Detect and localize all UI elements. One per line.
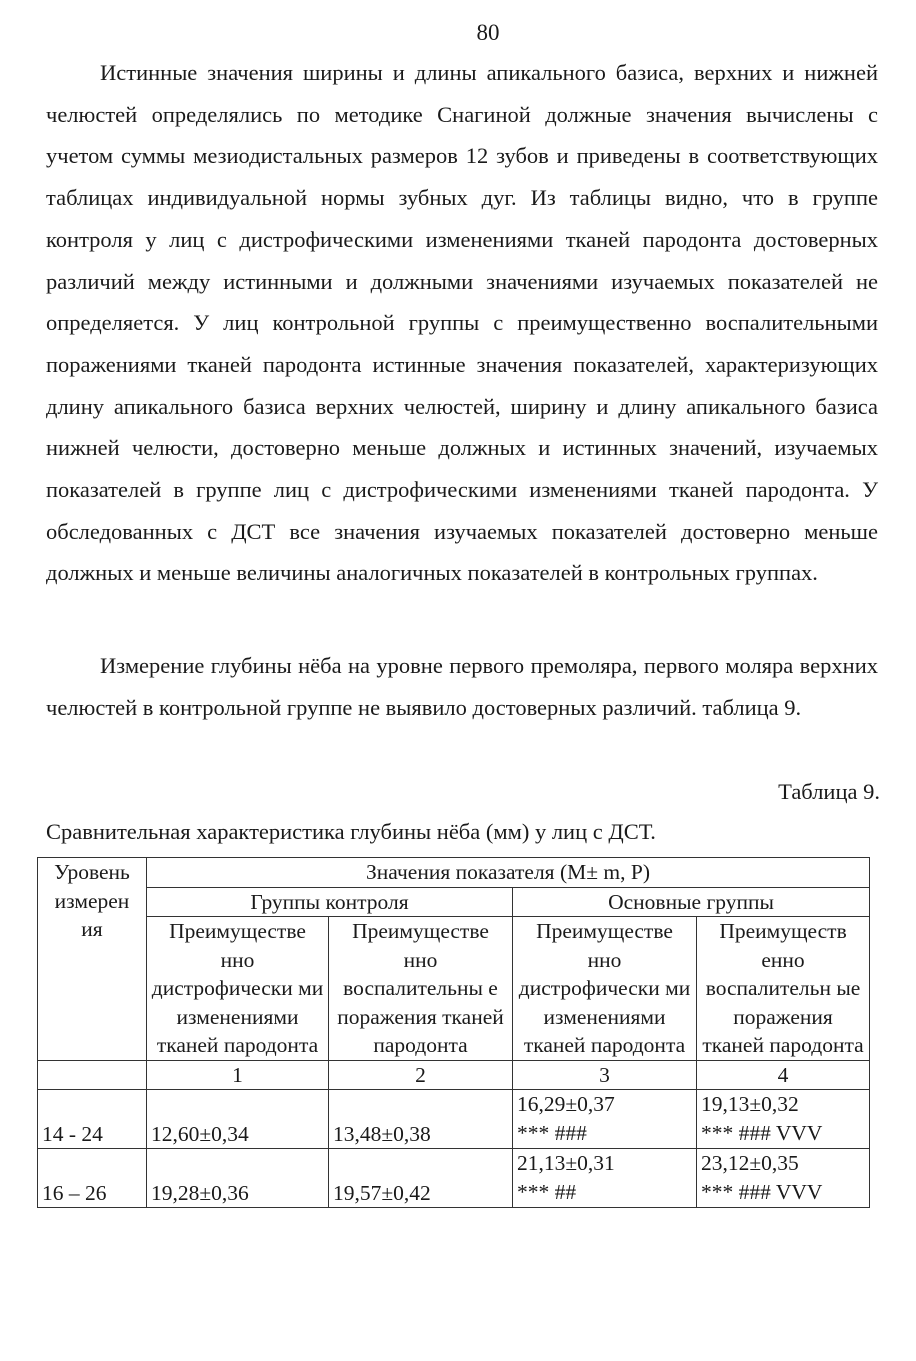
table-number: Таблица 9. (778, 779, 880, 804)
col-number-empty (38, 1060, 147, 1090)
significance-marks: *** ### VVV (701, 1179, 823, 1204)
header-main-groups: Основные группы (513, 887, 870, 917)
header-col-4: Преимуществ енно воспалительн ые поражения тканей пародонта (697, 917, 870, 1061)
paragraph-1: Истинные значения ширины и длины апикального базиса, верхних и нижней челюстей определялись по методике Снагиной должные значения вычислены с учетом суммы мезиодистальных размеров 12 зубов и приведены в соответствующих таблицах индивидуальной нормы зубных дуг. Из таблицы видно, что в группе контроля у лиц с дистрофическими изменениями тканей пародонта достоверных различий между истинными и должными значениями изучаемых показателей не определяется. У лиц контрольной группы с преимущественно воспалительными поражениями тканей пародонта истинные значения показателей, характеризующих длину апикального базиса верхних челюстей, ширину и длину апикального базиса нижней челюсти, достоверно меньше должных и истинных значений, изучаемых показателей в группе лиц с дистрофическими изменениями тканей пародонта. У обследованных с ДСТ все значения изучаемых показателей достоверно меньше должных и меньше величины аналогичных показателей в контрольных группах. (46, 60, 878, 586)
col-number-4: 4 (697, 1060, 870, 1090)
col-number-1: 1 (147, 1060, 329, 1090)
table-row (38, 1090, 870, 1149)
col-number-3: 3 (513, 1060, 697, 1090)
paragraph-2: Измерение глубины нёба на уровне первого премоляра, первого моляра верхних челюстей в контрольной группе не выявило достоверных различий. таблица 9. (46, 653, 878, 720)
header-values: Значения показателя (M± m, P) (147, 858, 870, 888)
significance-marks: *** ### (517, 1120, 587, 1145)
significance-marks: *** ## (517, 1179, 577, 1204)
cell-value: 21,13±0,31 (517, 1151, 615, 1175)
table-row (38, 1149, 870, 1208)
significance-marks: *** ### VVV (701, 1120, 823, 1145)
header-col-2: Преимуществе нно воспалительны е поражения тканей пародонта (329, 917, 513, 1061)
cell-value: 19,13±0,32 (701, 1092, 799, 1116)
header-control-groups: Группы контроля (147, 887, 513, 917)
cell-col-1: 12,60±0,34 (147, 1090, 329, 1149)
cell-value: 16,29±0,37 (517, 1092, 615, 1116)
cell-col-2: 13,48±0,38 (329, 1090, 513, 1149)
page-number: 80 (476, 20, 500, 45)
cell-value: 23,12±0,35 (701, 1151, 799, 1175)
cell-col-3 (513, 1090, 697, 1149)
col-number-2: 2 (329, 1060, 513, 1090)
cell-col-1: 19,28±0,36 (147, 1149, 329, 1208)
cell-col-4 (697, 1149, 870, 1208)
header-col-3: Преимуществе нно дистрофически ми изменениями тканей пародонта (513, 917, 697, 1061)
cell-col-2: 19,57±0,42 (329, 1149, 513, 1208)
cell-col-3 (513, 1149, 697, 1208)
header-col-1: Преимуществе нно дистрофически ми изменениями тканей пародонта (147, 917, 329, 1061)
depth-table (37, 857, 870, 1208)
table-caption: Сравнительная характеристика глубины нёба (мм) у лиц с ДСТ. (46, 819, 656, 844)
row-level: 14 - 24 (38, 1090, 147, 1149)
row-level: 16 – 26 (38, 1149, 147, 1208)
cell-col-4 (697, 1090, 870, 1149)
header-level: Уровень измерен ия (38, 858, 147, 1061)
